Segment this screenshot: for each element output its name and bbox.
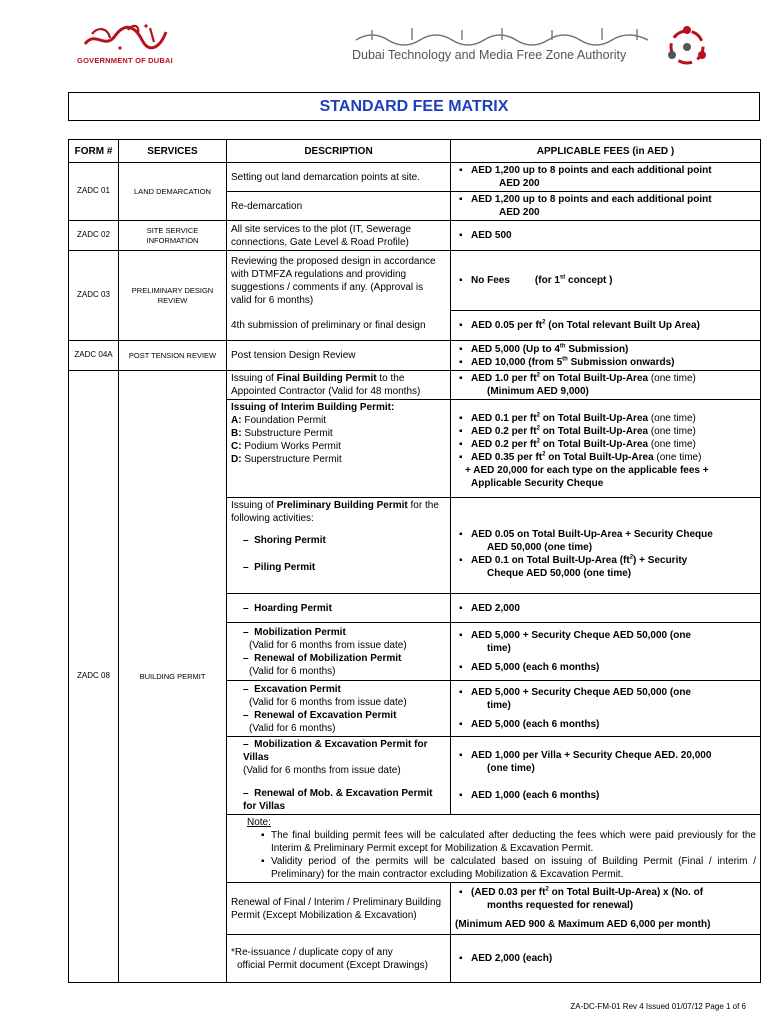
fee: ▪ (AED 0.03 per $ft^2$ on Total Built-Up-Area) x (No. of months requested for renewal) (Minimum AED 900 & Maximum AED 6,000 per month): [451, 883, 761, 935]
fee: ▪ AED 5,000 + Security Cheque AED 50,000 (one time) ▪ AED 5,000 (each 6 months): [451, 623, 761, 681]
footer-document-ref: ZA-DC-FM-01 Rev 4 Issued 01/07/12 Page 1 of 6: [570, 1002, 746, 1011]
description: Reviewing the proposed design in accordance with DTMFZA regulations and providing suggestions / comments if any. (Approval is valid for 6 months): [227, 251, 451, 311]
note-cell: [227, 815, 761, 883]
description: Issuing of Interim Building Permit: A: Foundation Permit B: Substructure Permit C: Podium Works Permit D: Superstructure Permit: [227, 400, 451, 498]
table-row: [69, 341, 761, 371]
header-services: SERVICES: [119, 140, 227, 163]
description: Re-demarcation: [227, 192, 451, 221]
table-row: [69, 221, 761, 251]
fee: ▪ AED 1,000 per Villa + Security Cheque AED. 20,000 (one time) ▪ AED 1,000 (each 6 months): [451, 737, 761, 815]
dubai-calligraphy-icon: [80, 22, 170, 52]
fee: ▪ AED 500: [451, 221, 761, 251]
fee: ▪ No Fees (for 1st concept ): [451, 251, 761, 311]
fee: ▪ AED 2,000 (each): [451, 935, 761, 983]
page-title: STANDARD FEE MATRIX: [319, 97, 509, 115]
header-description: DESCRIPTION: [227, 140, 451, 163]
service-name: BUILDING PERMIT: [119, 371, 227, 983]
note-item: ▪ Validity period of the permits will be calculated based on issuing of Building Permit (Final / interim / Preliminary) for the main contractor excluding Mobilization & Excavation Permit.: [231, 855, 756, 881]
header-form: FORM #: [69, 140, 119, 163]
fee: ▪ AED 0.05 on Total Built-Up-Area + Security Cheque AED 50,000 (one time) ▪ AED 0.1 on Total Built-Up-Area $(ft^2)$ + Security Cheque AED 50,000 (one time): [451, 498, 761, 594]
service-name: PRELIMINARY DESIGN REVIEW: [119, 251, 227, 341]
government-of-dubai-logo: [70, 22, 180, 66]
header-fees: APPLICABLE FEES (in AED ): [451, 140, 761, 163]
title-box: [68, 92, 760, 121]
note-label: Note:: [247, 817, 271, 828]
description: Post tension Design Review: [227, 341, 451, 371]
fee: ▪ AED 1,200 up to 8 points and each additional point AED 200: [451, 163, 761, 192]
description: *Re-issuance / duplicate copy of any official Permit document (Except Drawings): [227, 935, 451, 983]
form-number: ZADC 02: [69, 221, 119, 251]
description: All site services to the plot (IT, Sewerage connections, Gate Level & Road Profile): [227, 221, 451, 251]
fee-matrix-table: [68, 139, 761, 983]
description: – Hoarding Permit: [227, 594, 451, 623]
dtmfza-logo-icon: [662, 22, 712, 72]
gov-logo-text: GOVERNMENT OF DUBAI: [77, 56, 173, 65]
fee: ▪ AED 2,000: [451, 594, 761, 623]
form-number: ZADC 03: [69, 251, 119, 341]
authority-arabic-name-icon: [352, 26, 652, 46]
description: Renewal of Final / Interim / Preliminary Building Permit (Except Mobilization & Excavation): [227, 883, 451, 935]
form-number: ZADC 01: [69, 163, 119, 221]
note-item: ▪ The final building permit fees will be calculated after deducting the fees which were paid previously for the Interim & Preliminary Permit except for Mobilization & Excavation Permit.: [231, 829, 756, 855]
fee: ▪ AED 0.05 per $ft^2$ (on Total relevant Built Up Area): [451, 311, 761, 341]
service-name: POST TENSION REVIEW: [119, 341, 227, 371]
table-row: [69, 371, 761, 400]
fee: ▪ AED 5,000 + Security Cheque AED 50,000 (one time) ▪ AED 5,000 (each 6 months): [451, 681, 761, 737]
description: – Mobilization Permit (Valid for 6 months from issue date) – Renewal of Mobilization Permit (Valid for 6 months): [227, 623, 451, 681]
description: Issuing of Preliminary Building Permit for the following activities: – Shoring Permit – Piling Permit: [227, 498, 451, 594]
fee: ▪ AED 1,200 up to 8 points and each additional point AED 200: [451, 192, 761, 221]
description: – Excavation Permit (Valid for 6 months from issue date) – Renewal of Excavation Permit (Valid for 6 months): [227, 681, 451, 737]
fee: ▪ AED 1.0 per $ft^2$ on Total Built-Up-Area (one time) (Minimum AED 9,000): [451, 371, 761, 400]
description: Setting out land demarcation points at site.: [227, 163, 451, 192]
service-name: SITE SERVICE INFORMATION: [119, 221, 227, 251]
description: 4th submission of preliminary or final design: [227, 311, 451, 341]
form-number: ZADC 04A: [69, 341, 119, 371]
authority-english-name: Dubai Technology and Media Free Zone Authority: [352, 48, 627, 62]
description: – Mobilization & Excavation Permit for Villas (Valid for 6 months from issue date) – Renewal of Mob. & Excavation Permit for Villas: [227, 737, 451, 815]
service-name: LAND DEMARCATION: [119, 163, 227, 221]
table-row: [69, 251, 761, 311]
fee: ▪ AED 5,000 (Up to 4th Submission) ▪ AED 10,000 (from 5th Submission onwards): [451, 341, 761, 371]
fee: ▪ AED 0.1 per $ft^2$ on Total Built-Up-Area (one time) ▪ AED 0.2 per $ft^2$ on Total Built-Up-Area (one time) ▪ AED 0.2 per $ft^2$ on Total Built-Up-Area (one time) ▪ AED 0.35 per $ft^2$ on Total Built-Up-Area (one time) + AED 20,000 for each type on the applicable fees + Applicable Security Cheque: [451, 400, 761, 498]
description: Issuing of Final Building Permit to the Appointed Contractor (Valid for 48 months): [227, 371, 451, 400]
table-row: [69, 163, 761, 192]
form-number: ZADC 08: [69, 371, 119, 983]
table-header-row: [69, 140, 761, 163]
